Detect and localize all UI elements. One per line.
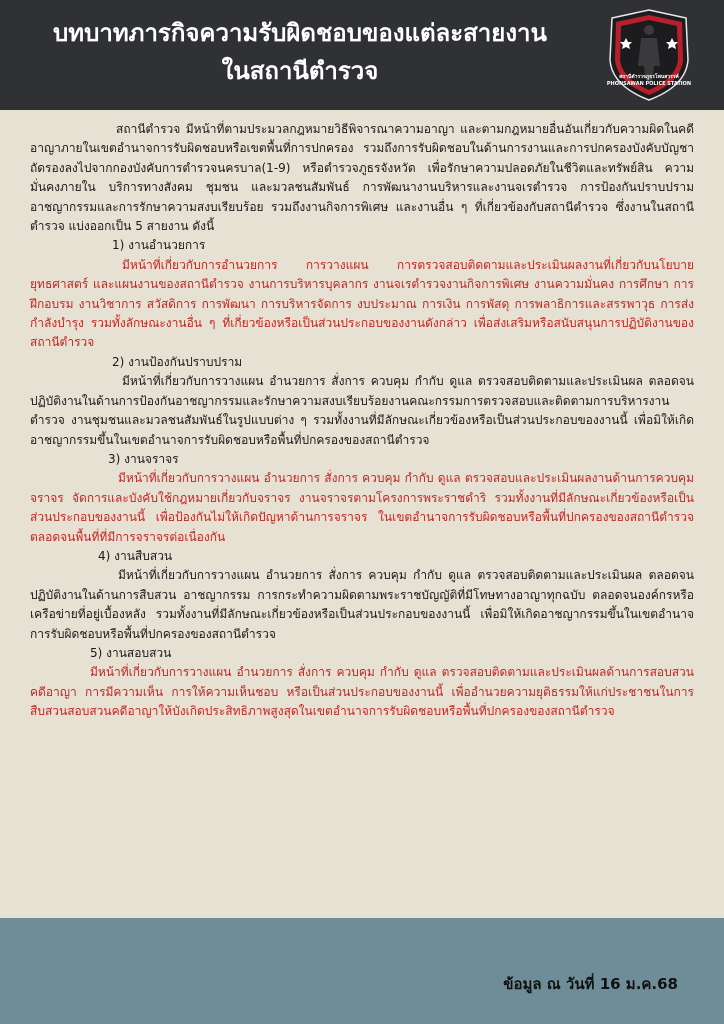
section-body: มีหน้าที่เกี่ยวกับการวางแผน อำนวยการ สั่งการ ควบคุม กำกับ ดูแล ตรวจสอบติดตามและประเมินผลด้านการสอบสวนคดีอาญา การมีความเห็น การให้ความเห็นชอบ หรือเป็นส่วนประกอบของงานนี้ เพื่ออำนวยความยุติธรรมให้แก่ประชาชนในการสืบสวนสอบสวนคดีอาญาให้บังเกิดประสิทธิภาพสูงสุดในเขตอำนาจการรับผิดชอบหรือพื้นที่ปกครองของสถานีตำรวจ — [30, 665, 694, 719]
section-body: มีหน้าที่เกี่ยวกับการวางแผน อำนวยการ สั่งการ ควบคุม กำกับ ดูแล ตรวจสอบและประเมินผลงานด้านการควบคุมจราจร จัดการและบังคับใช้กฎหมายเกี่ยวกับจราจร งานจราจรตามโครงการพระราชดำริ รวมทั้งงานที่มีลักษณะเกี่ยวข้องหรือเป็นส่วนประกอบของงานนี้ เพื่อป้องกันไม่ให้เกิดปัญหาด้านการจราจร ในเขตอำนาจการรับผิดชอบหรือพื้นที่ปกครองของสถานีตำรวจ ตลอดจนพื้นที่ที่มีการจราจรต่อเนื่องกัน — [30, 471, 694, 544]
section-body: มีหน้าที่เกี่ยวกับการวางแผน อำนวยการ สั่งการ ควบคุม กำกับ ดูแล ตรวจสอบติดตามและประเมินผล ตลอดจนปฏิบัติงานในด้านการสืบสวน อาชญากรรม การกระทำความผิดตามพระราชบัญญัติที่มีโทษทางอาญาทุกฉบับ ตลอดจนองค์กรหรือเครือข่ายที่อยู่เบื้องหลัง รวมทั้งงานที่มีลักษณะเกี่ยวข้องหรือเป็นส่วนประกอบของงานนี้ เพื่อมิให้เกิดอาชญากรรมขึ้นในเขตอำนาจการรับผิดชอบหรือพื้นที่ปกครองของสถานีตำรวจ — [30, 568, 694, 641]
data-date-note: ข้อมูล ณ วันที่ 16 ม.ค.68 — [503, 975, 678, 993]
section-title: 1) งานอำนวยการ — [112, 238, 206, 253]
section-title: 3) งานจราจร — [108, 451, 179, 466]
page-title-line-2: ในสถานีตำรวจ — [221, 57, 379, 85]
document-body — [30, 120, 694, 722]
section-traffic — [30, 450, 694, 547]
police-badge-icon — [606, 8, 692, 102]
page-title — [20, 14, 580, 90]
section-title: 5) งานสอบสวน — [90, 645, 172, 660]
header-banner — [0, 0, 724, 110]
footer-bar — [0, 918, 724, 1024]
intro-paragraph: สถานีตำรวจ มีหน้าที่ตามประมวลกฎหมายวิธีพิจารณาความอาญา และตามกฎหมายอื่นอันเกี่ยวกับความผิดในคดีอาญาภายในเขตอำนาจการรับผิดชอบหรือเขตพื้นที่การปกครอง รวมถึงการรับผิดชอบในด้านการงานและการปกครองบังคับบัญชา ถัดรองลงไปจากกองบังคับการตำรวจนครบาล(1-9) หรือตำรวจภูธรจังหวัด เพื่อรักษาความปลอดภัยในชีวิตและทรัพย์สิน ความมั่นคงภายใน บริการทางสังคม ชุมชน และมวลชนสัมพันธ์ การพัฒนางานบริหารและงานจเรตำรวจ การป้องกันปราบปรามอาชญากรรมและการรักษาความสงบเรียบร้อย รวมถึงงานกิจการพิเศษ และงานอื่น ๆ ที่เกี่ยวข้องกับสถานีตำรวจ ซึ่งงานในสถานีตำรวจ แบ่งออกเป็น 5 สายงาน ดังนี้ — [30, 122, 694, 234]
section-crime-prevention — [30, 353, 694, 450]
section-body: มีหน้าที่เกี่ยวกับการอำนวยการ การวางแผน การตรวจสอบติดตามและประเมินผลงานที่เกี่ยวกับนโยบาย ยุทธศาสตร์ และแผนงานของสถานีตำรวจ งานการบริหารบุคลากร งานจเรตำรวจงานกิจการพิเศษ งานความมั่นคง การศึกษา การฝึกอบรม งานวิชาการ สวัสดิการ การพัฒนา การบริหารจัดการ งบประมาณ การเงิน การพัสดุ การพลาธิการและสรรพาวุธ การส่งกำลังบำรุง รวมทั้งลักษณะงานอื่น ๆ ที่เกี่ยวข้องหรือเป็นส่วนประกอบของงานดังกล่าว เพื่อส่งเสริมหรือสนับสนุนการปฏิบัติงานของสถานีตำรวจ — [30, 257, 694, 350]
section-body: มีหน้าที่เกี่ยวกับการวางแผน อำนวยการ สั่งการ ควบคุม กำกับ ดูแล ตรวจสอบติดตามและประเมินผล ตลอดจนปฏิบัติงานในด้านการป้องกันอาชญากรรมและรักษาความสงบเรียบร้อยงานคณะกรรมการตรวจสอบและติดตามการบริหารงานตำรวจ งานชุมชนและมวลชนสัมพันธ์ในรูปแบบต่าง ๆ รวมทั้งงานที่มีลักษณะเกี่ยวข้องหรือเป็นส่วนประกอบของงานนี้ เพื่อมิให้เกิดอาชญากรรมขึ้นในเขตอำนาจการรับผิดชอบหรือพื้นที่ปกครองของสถานีตำรวจ — [30, 374, 694, 447]
page-title-line-1: บทบาทภารกิจความรับผิดชอบของแต่ละสายงาน — [53, 19, 547, 47]
section-administration — [30, 236, 694, 352]
section-inquiry — [30, 644, 694, 722]
section-title: 2) งานป้องกันปราบปราม — [112, 354, 243, 369]
section-investigation — [30, 547, 694, 644]
logo-text: สถานีตำรวจภูธรโพนสวรรค์ PHONSAWAN POLICE STATION — [606, 74, 692, 87]
section-title: 4) งานสืบสวน — [98, 548, 173, 563]
